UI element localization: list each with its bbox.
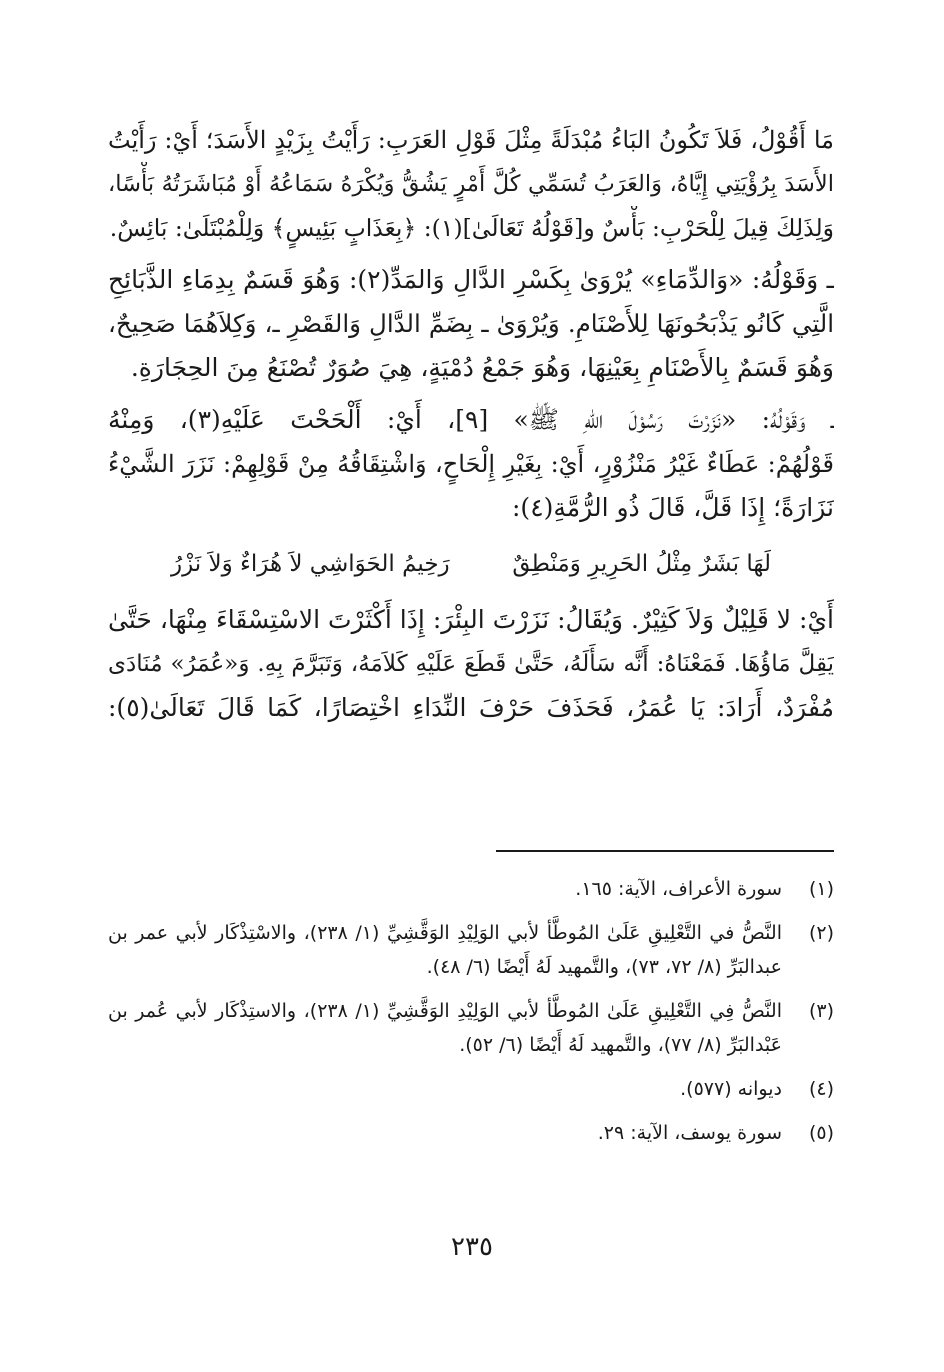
footnote-separator	[496, 850, 834, 852]
text-line: مُفْرَدٌ، أَرَادَ: يَا عُمَرُ، فَحَذَفَ حَرْفَ النِّدَاءِ اخْتِصَارًا، كَمَا قَالَ تَعَالَىٰ(٥):	[108, 693, 834, 722]
text-line: الَّتِي كَانُو يَذْبَحُونَهَا لِلأَصْنَامِ. وَيُرْوَىٰ ـ بِضَمِّ الدَّالِ وَالقَصْرِ ـ، وَكِلاَهُمَا صَحِيحٌ،	[108, 309, 834, 338]
text-line: ـ وَقَوْلُهُ: «نَزَرْتَ رَسُوْلَ اللهِ ﷺ» [٩]، أَيْ: أَلْحَحْتَ عَلَيْهِ(٣)، وَمِنْهُ	[108, 405, 834, 434]
footnote-text: سورة يوسف، الآية: ٢٩.	[597, 1122, 782, 1144]
footnote-text: النَّصُّ في التَّعْلِيقِ عَلَىٰ المُوطَّأ لأبي الوَلِيْدِ الوَقَّشِيِّ (١/ ٢٣٨)، والاسْتِذْكَار لأبي عمر بن	[108, 922, 782, 944]
poem-hemistich-first: لَهَا بَشَرٌ مِثْلُ الحَرِيرِ وَمَنْطِقٌ	[512, 551, 771, 577]
paragraph	[108, 398, 834, 530]
footnote-text: سورة الأعراف، الآية: ١٦٥.	[575, 878, 782, 900]
footnote	[108, 994, 834, 1062]
text-line: مَا أَقُوْلُ، فَلاَ تَكُونُ البَاءُ مُبْدَلَةً مِثْلَ قَوْلِ العَرَبِ: رَأَيْتُ بِزَيْدٍ الأَسَدَ؛ أَيْ: رَأَيْتُ	[108, 126, 834, 154]
footnote	[108, 1116, 834, 1150]
footnote-text: عَبْدالبَرِّ (٨/ ٧٧)، والتَّمهيد لَهُ أَيْضًا (٦/ ٥٢).	[459, 1034, 782, 1056]
paragraph	[108, 258, 834, 390]
footnote-number: (٤)	[808, 1078, 834, 1100]
footnote	[108, 1072, 834, 1106]
paragraph	[108, 118, 834, 250]
text-line: الأَسَدَ بِرُؤْيَتِي إِيَّاهُ، وَالعَرَبُ تُسَمِّي كُلَّ أَمْرٍ يَشُقُّ وَيُكْرَهُ سَمَاعُهُ أَوْ مُبَاشَرَتُهُ بَأْسًا،	[108, 171, 834, 197]
text-line: نَزَارَةً؛ إِذَا قَلَّ، قَالَ ذُو الرُّمَّةِ(٤):	[512, 493, 834, 522]
footnote	[108, 916, 834, 984]
footnote-number: (١)	[808, 878, 834, 900]
footnote-number: (٢)	[808, 922, 834, 944]
text-line: ـ وَقَوْلُهُ: «وَالدِّمَاءِ» يُرْوَىٰ بِكَسْرِ الدَّالِ وَالمَدِّ(٢): وَهُوَ قَسَمٌ بِدِمَاءِ الذَّبَائِحِ	[108, 265, 834, 294]
footnote-number: (٥)	[808, 1122, 834, 1144]
footnote-text: النَّصُّ فِي التَّعْلِيقِ عَلَىٰ المُوطَّأ لأبي الوَلِيْدِ الوَقَّشِيِّ (١/ ٢٣٨)، والاستِذْكَار لأبي عُمر بن	[108, 1000, 782, 1022]
footnote-number: (٣)	[808, 1000, 834, 1022]
footnotes	[108, 872, 834, 1160]
main-text	[108, 118, 834, 730]
text-line: أَيْ: لا قَلِيْلٌ وَلاَ كَثِيْرٌ. وَيُقَالُ: نَزَرْتَ البِئْرَ: إِذَا أَكْثَرْتَ الاسْتِسْقَاءَ مِنْهَا، حَتَّىٰ	[108, 605, 834, 634]
page-number: ٢٣٥	[451, 1232, 493, 1262]
poem-hemistich-second: رَخِيمُ الحَوَاشِي لاَ هُرَاءٌ وَلاَ نَزْرُ	[171, 551, 450, 577]
footnote	[108, 872, 834, 906]
poem-verse	[171, 544, 771, 584]
text-line: وَهُوَ قَسَمٌ بِالأَصْنَامِ بِعَيْنِهَا، وَهُوَ جَمْعُ دُمْيَةٍ، هِيَ صُوَرٌ تُصْنَعُ مِنَ الحِجَارَةِ.	[130, 353, 834, 382]
paragraph	[108, 598, 834, 730]
text-line: وَلِذَلِكَ قِيلَ لِلْحَرْبِ: بَأْسٌ و[قَوْلُهُ تَعَالَىٰ](١): ﴿بِعَذَابٍ بَئِيسٍ﴾ وَلِلْمُبْتَلَىٰ: بَائِسٌ.	[109, 214, 834, 242]
text-line: يَقِلَّ مَاؤُهَا. فَمَعْنَاهُ: أَنَّه سَأَلَهُ، حَتَّىٰ قَطَعَ عَلَيْهِ كَلاَمَهُ، وَتَبَرَّمَ بِهِ. وَ«عُمَرُ» مُنَادَى	[108, 651, 834, 677]
text-line: قَوْلُهُمْ: عَطَاءٌ غَيْرُ مَنْزُوْرٍ، أَيْ: بِغَيْرِ إِلْحَاحٍ، وَاشْتِقَاقُهُ مِنْ قَوْلِهِمْ: نَزَرَ الشَّيْءُ	[108, 450, 834, 478]
footnote-text: عبدالبَرِّ (٨/ ٧٢، ٧٣)، والتَّمهيد لَهُ أَيْضًا (٦/ ٤٨).	[426, 956, 782, 978]
footnote-text: ديوانه (٥٧٧).	[680, 1078, 782, 1100]
